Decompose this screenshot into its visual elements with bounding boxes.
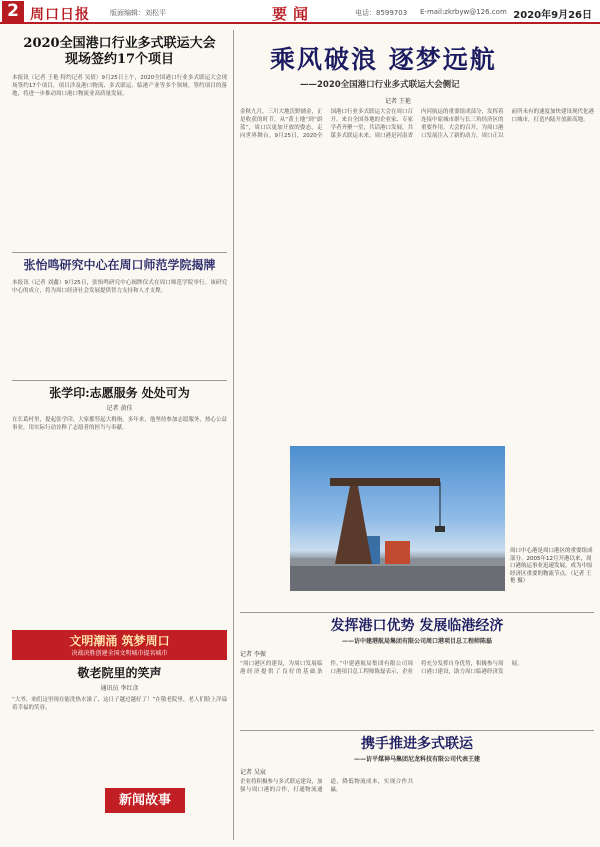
left-bottom2-title: 敬老院里的笑声 <box>77 666 162 680</box>
news-story-box: 新闻故事 <box>105 788 185 813</box>
story3-subtitle: ——访平煤神马集团尼龙科技有限公司代表王建 <box>353 756 480 763</box>
page-header <box>0 0 600 24</box>
left-bottom-body: 在长葛村里，提起张学印，大家都竖起大拇指。多年来，他坚持参加志愿服务，热心公益事业，用实际行动诠释了志愿者的担当与奉献。 <box>12 417 227 431</box>
column-divider <box>233 30 234 840</box>
email: E-mail:zkrbyw@126.com <box>420 8 507 16</box>
story2-body: “周口港区的建设，为周口发展临港经济提供了良好的基础条件。”中建港航局集团有限公司周口港项目总工程师陈磊表示，企业将充分发挥自身优势，积极参与周口港口建设，助力周口临港经济发展。 <box>240 661 523 675</box>
section-title: 要闻 <box>272 5 315 23</box>
story3-article <box>240 736 594 838</box>
lead-byline: 记者 王艳 <box>385 98 411 105</box>
story2-byline: 记者 李振 <box>240 651 266 658</box>
paper-name: 周口日报 <box>30 7 90 23</box>
story2-article <box>240 618 594 730</box>
story2-subtitle: ——访中建港航局集团有限公司周口港项目总工程师陈磊 <box>341 638 492 645</box>
port-crane-photo <box>290 446 505 591</box>
page-number: 2 <box>2 1 24 22</box>
story2-title: 发挥港口优势 发展临港经济 <box>330 618 504 634</box>
left-mid-body: 本报讯（记者 刘鑫）9月25日，张怡鸣研究中心揭牌仪式在周口师范学院举行。该研究中心的成立，将为周口经济社会发展提供智力支持和人才支撑。 <box>12 280 227 294</box>
left-bottom2-byline: 通讯员 李红彦 <box>100 685 139 692</box>
editor-line: 版面编辑：刘松平 <box>110 9 166 17</box>
left-top-article <box>12 36 227 224</box>
divider <box>240 730 594 731</box>
lead-title: 乘风破浪 逐梦远航 <box>270 45 497 74</box>
left-bottom2-body: “大爷，咱们这里现在能洗热水澡了，这日子越过越好了！”在敬老院里，老人们脸上洋溢着幸福的笑容。 <box>12 697 227 711</box>
left-mid-title: 张怡鸣研究中心在周口师范学院揭牌 <box>23 258 216 272</box>
campaign-banner <box>12 630 227 660</box>
left-mid-article <box>12 258 227 379</box>
lead-body: 金秋九月，三川大地沃野铺金，正是收获的时节。从“黄土地”到“蔚蓝”，周口以更加开放的姿态，走向世界舞台。9月25日，2020全国港口行业多式联运大会在周口召开。来自全国各地的企业家、专家学者齐聚一堂，共话港口发展，共谋多式联运未来。周口港是河南省内河航运的重要组成部分，发挥着连接中原城市群与长三角经济区的重要作用。大会的召开，为周口港口发展注入了新的动力，周口正以前所未有的速度加快建设现代化港口城市，打造内陆开放新高地。 <box>240 109 594 139</box>
story3-body: 企业将积极参与多式联运建设，加强与周口港的合作，打通物流通道，降低物流成本，实现合作共赢。 <box>240 779 413 793</box>
issue-date: 2020年9月26日 <box>513 10 592 21</box>
divider <box>12 252 227 253</box>
phone: 电话：8599703 <box>355 9 408 17</box>
divider <box>240 612 594 613</box>
left-bottom-byline: 记者 黄佳 <box>106 405 133 412</box>
story3-byline: 记者 吴宸 <box>240 769 266 776</box>
left-top-title-1: 2020全国港口行业多式联运大会 <box>23 36 216 51</box>
banner-line-1: 文明潮涌 筑梦周口 <box>69 634 170 648</box>
banner-line-2: 决战决胜创建全国文明城市提名城市 <box>71 650 168 657</box>
left-top-body: 本报讯（记者 王艳 特约记者 吴倩）9月25日上午，2020全国港口行业多式联运大会现场签约17个项目，项目涉及港口物流、多式联运、临港产业等多个领域。签约项目的落地，将进一步推动周口港口物流业高质量发展。 <box>12 75 227 97</box>
left-top-title-2: 现场签约17个项目 <box>64 52 175 67</box>
divider <box>12 380 227 381</box>
left-bottom-article <box>12 386 227 636</box>
crane-illustration <box>290 446 505 591</box>
lead-subtitle: ——2020全国港口行业多式联运大会侧记 <box>300 80 460 90</box>
photo-caption: 周口中心港是周口港区的重要组成部分。2005年12月开港以来，周口港航运事业迅速发展，成为中原经济区重要的物流节点。（记者 王艳 摄） <box>510 548 593 584</box>
story3-title: 携手推进多式联运 <box>361 736 473 752</box>
left-bottom-title: 张学印:志愿服务 处处可为 <box>49 386 190 400</box>
left-bottom2-article <box>12 666 227 796</box>
